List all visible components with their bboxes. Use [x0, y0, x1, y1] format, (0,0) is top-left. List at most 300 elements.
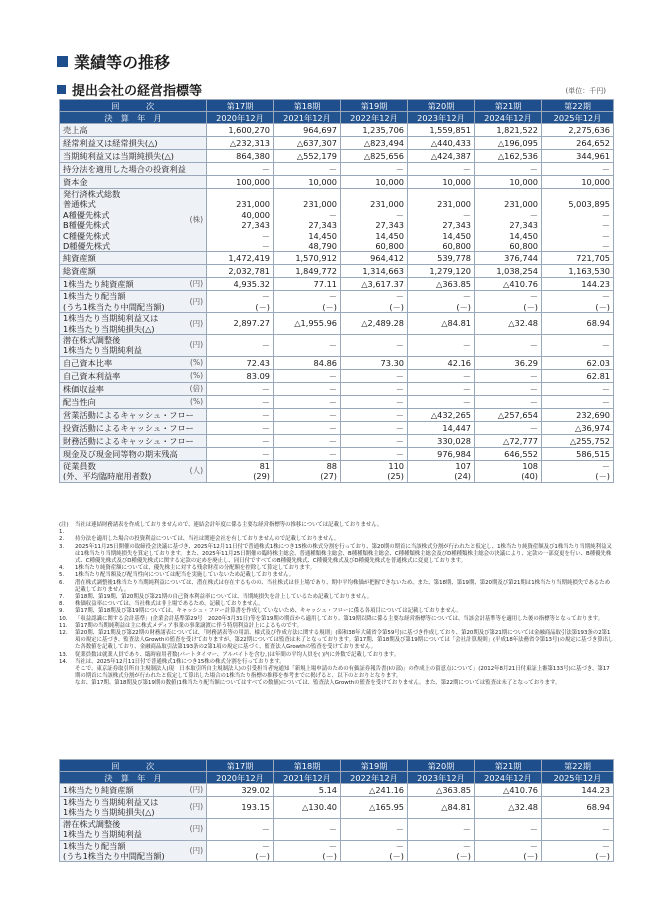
value-cell	[475, 176, 542, 189]
value-text: (－)	[389, 301, 404, 312]
value-text: 36.29	[514, 357, 538, 368]
value-text: (24)	[454, 471, 471, 482]
value-cell	[207, 137, 274, 150]
value-lines	[344, 138, 404, 148]
value-lines	[411, 318, 471, 328]
value-cell	[274, 784, 341, 797]
period-header: 第17期	[207, 760, 274, 772]
row-label	[60, 434, 207, 447]
value-text: －	[328, 448, 337, 459]
value-lines	[210, 461, 270, 482]
value-lines	[545, 802, 610, 812]
value-cell	[274, 163, 341, 176]
value-cell	[207, 278, 274, 291]
value-cell	[408, 278, 475, 291]
value-lines	[210, 423, 270, 433]
value-cell	[408, 291, 475, 313]
value-cell	[475, 369, 542, 382]
row-label-wrap	[63, 410, 203, 420]
value-lines	[545, 371, 610, 381]
value-lines	[277, 461, 337, 482]
value-cell	[542, 434, 614, 447]
period-header: 第18期	[274, 100, 341, 112]
value-cell	[341, 356, 408, 369]
value-text: 864,380	[236, 150, 270, 161]
value-text: 264,652	[576, 137, 610, 148]
note-text: 当社は連結財務諸表を作成しておりませんので、連結会計年度に係る主要な経営指標等の推移については記載しておりません。	[75, 522, 383, 528]
value-cell	[408, 176, 475, 189]
value-lines	[545, 397, 610, 407]
value-lines	[545, 125, 610, 135]
value-text: －	[261, 409, 270, 420]
value-lines	[411, 266, 471, 276]
value-lines	[277, 371, 337, 381]
period-header: 第22期	[542, 760, 614, 772]
value-lines	[545, 318, 610, 328]
value-text: 73.30	[380, 357, 404, 368]
row-label-wrap	[63, 461, 203, 482]
value-cell	[475, 395, 542, 408]
row-label	[60, 124, 207, 137]
value-cell	[475, 382, 542, 395]
row-label-text: 1株当たり純資産額	[63, 784, 134, 795]
value-text: －	[601, 163, 610, 174]
value-text: 232,690	[576, 409, 610, 420]
note-text: そこで、東京証券取引所自主規制法人(現 日本取引所自主規制法人)の引受担当者宛通知「新規上場申請のための有価証券報告書(Ⅰの部)」の作成上の留意点について」(2012年8月21日付東証上審第133号)に基づき、第17期の期首に当該株式分割が行われたと仮定して算出した場合の1株当たり指標の推移を参考までに掲げると、以下のとおりとなります。	[75, 666, 610, 680]
value-lines	[277, 841, 337, 862]
value-text: －	[462, 840, 471, 851]
row-label-wrap	[63, 138, 203, 148]
value-text: 10,000	[442, 176, 471, 187]
note-number: 6.	[59, 579, 65, 586]
note-text: なお、第17期、第18期及び第19期の数値(1株当たり配当額についてはすべての数値)については、監査法人Growthの監査を受けておりません。また、第22期については監査は未了となっております。	[75, 680, 561, 687]
value-text: △825,656	[363, 150, 404, 161]
value-text: 68.94	[586, 802, 610, 813]
value-lines	[545, 151, 610, 161]
value-text: －	[328, 370, 337, 381]
value-text: △84.81	[441, 802, 471, 813]
note-number	[59, 666, 75, 680]
value-text: 2,897.27	[233, 318, 270, 329]
value-cell	[475, 840, 542, 862]
row-label-wrap	[63, 164, 203, 174]
value-text: 976,984	[437, 448, 471, 459]
shares-value-text	[277, 189, 337, 199]
row-label	[60, 176, 207, 189]
value-text: △165.95	[369, 802, 404, 813]
value-cell	[408, 840, 475, 862]
value-cell	[341, 395, 408, 408]
value-text: －	[462, 340, 471, 351]
value-cell	[207, 252, 274, 265]
row-label-wrap	[63, 253, 203, 263]
row-unit: (円)	[189, 296, 203, 306]
value-text: －	[328, 840, 337, 851]
shares-value-text: 27,343	[375, 220, 404, 231]
row-label-text: 資本金	[63, 176, 88, 187]
value-cell	[341, 421, 408, 434]
value-lines	[277, 164, 337, 174]
value-lines	[478, 371, 538, 381]
value-text: △32.48	[508, 802, 538, 813]
value-lines	[478, 164, 538, 174]
row-label-text: 1株当たり当期純利益又は	[63, 797, 159, 807]
shares-value-lines	[344, 189, 404, 251]
note-text: 第18期、第19期、第20期及び第21期の自己資本利益率については、当期純損失を計上しているため記載しておりません。	[75, 594, 373, 601]
value-cell	[542, 265, 614, 278]
value-text: －	[395, 396, 404, 407]
value-cell	[408, 313, 475, 335]
value-text: (－)	[523, 851, 538, 862]
value-text: 5.14	[318, 784, 337, 795]
value-lines	[411, 785, 471, 795]
value-lines	[411, 151, 471, 161]
header-period-label: 回 次	[60, 760, 207, 772]
shares-value-cell	[274, 189, 341, 252]
value-lines	[545, 138, 610, 148]
value-lines	[210, 177, 270, 187]
value-lines	[344, 291, 404, 312]
value-text: △84.81	[441, 318, 471, 329]
shares-value-text	[478, 189, 538, 199]
period-header: 第17期	[207, 100, 274, 112]
row-label-wrap	[63, 177, 203, 187]
shares-label	[60, 189, 207, 252]
shares-value-text: －	[529, 209, 538, 220]
value-cell	[207, 460, 274, 482]
row-label-lines	[63, 151, 174, 161]
row-label-text: 1株当たり配当額	[63, 840, 126, 851]
value-cell	[408, 137, 475, 150]
value-text: －	[529, 383, 538, 394]
sub-heading	[57, 80, 202, 99]
value-text: 964,697	[303, 124, 337, 135]
row-label-lines	[63, 266, 96, 276]
value-lines	[210, 841, 270, 862]
value-text: (－)	[322, 301, 337, 312]
value-cell	[274, 434, 341, 447]
value-cell	[408, 784, 475, 797]
value-lines	[478, 266, 538, 276]
value-lines	[277, 253, 337, 263]
value-cell	[274, 369, 341, 382]
value-lines	[210, 164, 270, 174]
value-text: －	[395, 448, 404, 459]
shares-value-text	[344, 189, 404, 199]
row-label-text: (うち1株当たり中間配当額)	[63, 301, 165, 312]
period-header: 第18期	[274, 760, 341, 772]
value-cell	[542, 395, 614, 408]
header-period-row	[60, 100, 614, 112]
value-cell	[542, 840, 614, 862]
value-cell	[274, 265, 341, 278]
value-lines	[545, 340, 610, 350]
row-unit: (円)	[189, 802, 203, 812]
value-lines	[478, 423, 538, 433]
value-text: (－)	[456, 301, 471, 312]
table-row	[60, 356, 614, 369]
value-text: －	[261, 291, 270, 302]
value-lines	[344, 461, 404, 482]
row-unit: (円)	[189, 824, 203, 834]
shares-label-wrap	[63, 189, 203, 251]
value-text: －	[328, 383, 337, 394]
value-lines	[344, 785, 404, 795]
row-label-lines	[63, 410, 194, 420]
reference-per-share-table	[59, 759, 614, 862]
value-cell	[341, 447, 408, 460]
value-lines	[478, 138, 538, 148]
row-label-lines	[63, 436, 194, 446]
fiscal-year-end-header: 2020年12月	[207, 772, 274, 784]
value-cell	[274, 124, 341, 137]
value-cell	[341, 265, 408, 278]
value-text: －	[462, 824, 471, 835]
value-text: －	[328, 340, 337, 351]
value-lines	[210, 358, 270, 368]
row-label	[60, 382, 207, 395]
shares-label-lines	[63, 189, 120, 251]
row-label-text: 1株当たり純資産額	[63, 279, 134, 290]
table-row	[60, 335, 614, 357]
value-text: (－)	[255, 851, 270, 862]
table-row	[60, 291, 614, 313]
row-label-wrap	[63, 423, 203, 433]
value-lines	[277, 423, 337, 433]
value-text: －	[601, 824, 610, 835]
value-cell	[341, 382, 408, 395]
note-item	[59, 652, 615, 659]
value-lines	[210, 785, 270, 795]
value-text: (－)	[322, 851, 337, 862]
shares-value-text: 14,450	[308, 230, 337, 241]
row-label-lines	[63, 177, 88, 187]
value-lines	[411, 177, 471, 187]
row-label-text: 1株当たり当期純利益又は	[63, 313, 159, 324]
value-lines	[277, 125, 337, 135]
value-text: －	[328, 396, 337, 407]
value-text: 144.23	[581, 784, 610, 795]
value-text: －	[395, 370, 404, 381]
value-lines	[277, 785, 337, 795]
row-label-text: 1株当たり当期純損失(△)	[63, 807, 155, 818]
value-cell	[542, 447, 614, 460]
subheading-square-icon	[57, 85, 66, 94]
fiscal-year-end-header: 2021年12月	[274, 112, 341, 124]
value-text: △823,494	[363, 137, 404, 148]
value-cell	[408, 818, 475, 840]
value-text: 1,163,530	[568, 266, 610, 277]
value-cell	[341, 818, 408, 840]
value-lines	[344, 449, 404, 459]
shares-value-text: 27,343	[509, 220, 538, 231]
value-text: 10,000	[581, 176, 610, 187]
row-label-wrap	[63, 313, 203, 334]
value-lines	[277, 266, 337, 276]
note-text: 持分法を適用した場合の投資利益については、当社は関連会社を有しておりませんので記載しておりません。	[75, 536, 340, 543]
value-cell	[542, 278, 614, 291]
table-row	[60, 124, 614, 137]
value-text: －	[261, 448, 270, 459]
value-text: △36,974	[575, 422, 610, 433]
value-text: 77.11	[313, 279, 337, 290]
value-cell	[341, 335, 408, 357]
value-cell	[207, 163, 274, 176]
value-lines	[411, 410, 471, 420]
value-text: 10,000	[308, 176, 337, 187]
table-row	[60, 840, 614, 862]
value-lines	[478, 841, 538, 862]
row-label-lines	[63, 449, 178, 459]
value-text: －	[395, 409, 404, 420]
shares-value-text: 60,800	[375, 241, 404, 252]
table-row	[60, 784, 614, 797]
row-label	[60, 252, 207, 265]
value-cell	[274, 150, 341, 163]
note-item	[59, 608, 615, 615]
value-text: －	[462, 370, 471, 381]
row-label-lines	[63, 841, 165, 862]
value-lines	[478, 358, 538, 368]
fiscal-year-end-header: 2021年12月	[274, 772, 341, 784]
value-cell	[542, 335, 614, 357]
value-lines	[277, 436, 337, 446]
row-label-wrap	[63, 819, 203, 840]
value-cell	[475, 797, 542, 819]
fiscal-year-end-header: 2023年12月	[408, 772, 475, 784]
value-cell	[408, 124, 475, 137]
row-label-text: 潜在株式調整後	[63, 335, 121, 346]
shares-value-text: 14,450	[509, 230, 538, 241]
value-cell	[274, 840, 341, 862]
value-cell	[207, 408, 274, 421]
value-text: －	[395, 383, 404, 394]
value-lines	[210, 279, 270, 289]
note-number: 2.	[59, 536, 65, 543]
note-item	[59, 623, 615, 630]
value-lines	[277, 384, 337, 394]
note-item	[59, 544, 615, 566]
value-cell	[475, 124, 542, 137]
value-text: －	[462, 291, 471, 302]
row-label-text: 売上高	[63, 124, 88, 135]
table-row	[60, 278, 614, 291]
row-label-text: 潜在株式調整後	[63, 818, 121, 829]
value-text: (－)	[523, 301, 538, 312]
value-text: △130.40	[302, 802, 337, 813]
value-text: －	[462, 383, 471, 394]
value-lines	[210, 397, 270, 407]
note-item	[59, 659, 615, 666]
row-label-wrap	[63, 291, 203, 312]
shares-value-text	[210, 189, 270, 199]
value-text: 964,412	[370, 253, 404, 264]
note-number: 4.	[59, 565, 65, 572]
row-label-text: 1株当たり配当額	[63, 291, 126, 302]
row-label	[60, 840, 207, 862]
value-text: 344,961	[576, 150, 610, 161]
row-label-lines	[63, 335, 142, 356]
row-unit: (人)	[189, 466, 203, 476]
value-lines	[277, 291, 337, 312]
value-text: △241.16	[369, 784, 404, 795]
note-number: 13.	[59, 651, 68, 658]
value-cell	[475, 252, 542, 265]
value-text: 2,032,781	[228, 266, 270, 277]
value-text: △232,313	[229, 137, 270, 148]
fiscal-year-end-header: 2020年12月	[207, 112, 274, 124]
value-cell	[207, 265, 274, 278]
note-text: 株価収益率については、当社株式は非上場であるため、記載しておりません。	[75, 601, 264, 608]
value-lines	[210, 291, 270, 312]
value-lines	[344, 802, 404, 812]
value-lines	[411, 449, 471, 459]
shares-value-cell	[341, 189, 408, 252]
value-cell	[542, 163, 614, 176]
value-cell	[341, 840, 408, 862]
value-lines	[210, 410, 270, 420]
shares-label-text: 普通株式	[63, 199, 96, 210]
shares-value-text: 48,790	[308, 241, 337, 252]
value-cell	[542, 382, 614, 395]
value-text: △2,489.28	[361, 318, 404, 329]
value-lines	[277, 340, 337, 350]
shares-unit: (株)	[189, 215, 203, 225]
value-text: －	[529, 370, 538, 381]
value-text: (－)	[595, 301, 610, 312]
value-text: 1,821,522	[496, 124, 538, 135]
value-cell	[274, 278, 341, 291]
row-label-text: 経常利益又は経常損失(△)	[63, 137, 158, 148]
period-header: 第20期	[408, 760, 475, 772]
value-cell	[542, 150, 614, 163]
value-lines	[411, 340, 471, 350]
value-text: (－)	[595, 851, 610, 862]
value-lines	[478, 824, 538, 834]
shares-value-lines	[478, 189, 538, 251]
value-lines	[411, 291, 471, 312]
value-lines	[545, 841, 610, 862]
row-label	[60, 313, 207, 335]
value-text: △552,179	[296, 150, 337, 161]
shares-value-text: 231,000	[370, 199, 404, 210]
row-label-lines	[63, 423, 194, 433]
value-lines	[277, 279, 337, 289]
value-text: (－)	[595, 471, 610, 482]
row-label-wrap	[63, 449, 203, 459]
value-lines	[478, 384, 538, 394]
value-text: 10,000	[375, 176, 404, 187]
value-lines	[344, 384, 404, 394]
value-lines	[277, 410, 337, 420]
value-lines	[344, 318, 404, 328]
shares-value-text: 231,000	[236, 199, 270, 210]
value-cell	[542, 176, 614, 189]
row-label-lines	[63, 279, 134, 289]
value-text: －	[395, 824, 404, 835]
value-cell	[475, 265, 542, 278]
value-text: －	[601, 383, 610, 394]
value-lines	[478, 253, 538, 263]
value-cell	[408, 369, 475, 382]
shares-value-text: －	[395, 209, 404, 220]
shares-value-text: 60,800	[509, 241, 538, 252]
value-text: 14,447	[442, 422, 471, 433]
value-text: －	[261, 383, 270, 394]
value-lines	[344, 177, 404, 187]
shares-value-text: －	[601, 220, 610, 231]
value-lines	[344, 340, 404, 350]
